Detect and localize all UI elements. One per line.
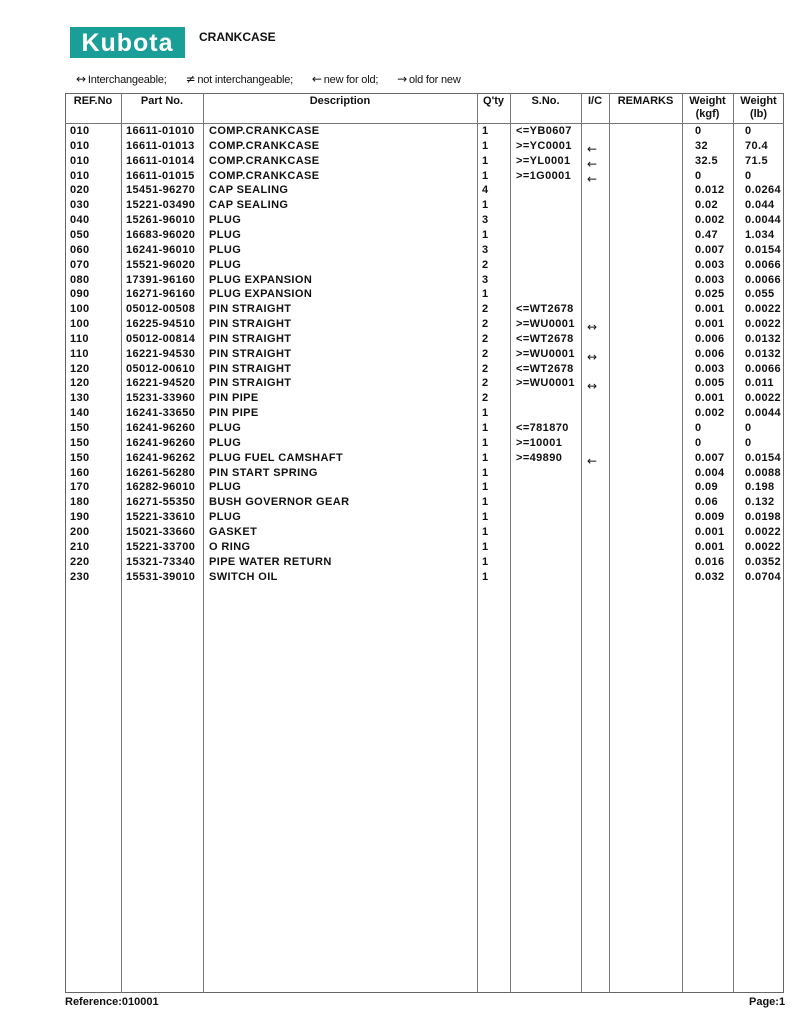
legend — [76, 72, 477, 86]
cell-kgf: 0 — [695, 169, 702, 182]
left-arrow-icon: ← — [311, 72, 322, 86]
cell-kgf: 0.001 — [695, 392, 725, 405]
cell-lb: 0.0044 — [745, 214, 782, 227]
cell-sno: >=10001 — [516, 436, 563, 449]
cell-lb: 0.0066 — [745, 362, 782, 375]
table-row — [0, 555, 800, 570]
cell-part: 16271-55350 — [126, 496, 196, 509]
cell-ref: 080 — [70, 273, 90, 286]
cell-qty: 1 — [482, 422, 489, 434]
cell-kgf: 0.47 — [695, 228, 719, 241]
cell-qty: 1 — [482, 555, 489, 568]
cell-lb: 0 — [745, 422, 752, 434]
cell-part: 16241-96010 — [126, 243, 196, 256]
cell-ref: 010 — [70, 154, 90, 167]
cell-ref: 230 — [70, 570, 90, 583]
cell-desc: CAP SEALING — [209, 199, 289, 212]
cell-part: 16611-01015 — [126, 169, 195, 182]
cell-desc: PLUG — [209, 436, 242, 449]
cell-ref: 070 — [70, 258, 90, 271]
cell-ref: 100 — [70, 303, 90, 316]
cell-desc: BUSH GOVERNOR GEAR — [209, 496, 350, 509]
cell-ref: 180 — [70, 496, 90, 509]
cell-kgf: 0 — [695, 436, 702, 449]
cell-ref: 190 — [70, 511, 90, 524]
table-row — [0, 570, 800, 585]
cell-desc: PLUG — [209, 511, 242, 524]
cell-desc: PIN STRAIGHT — [209, 332, 292, 345]
cell-kgf: 0.032 — [695, 570, 725, 583]
cell-lb: 0.0352 — [745, 555, 782, 568]
cell-desc: PLUG — [209, 422, 242, 434]
cell-kgf: 0.001 — [695, 525, 725, 538]
cell-part: 16221-94530 — [126, 347, 196, 360]
cell-desc: PLUG — [209, 481, 242, 494]
cell-part: 15321-73340 — [126, 555, 196, 568]
cell-part: 15231-33960 — [126, 392, 196, 405]
table-row — [0, 213, 800, 228]
cell-lb: 0.0022 — [745, 392, 782, 405]
cell-ref: 150 — [70, 451, 90, 464]
table-row — [0, 258, 800, 273]
cell-part: 16225-94510 — [126, 318, 196, 331]
cell-ref: 120 — [70, 362, 90, 375]
cell-lb: 0.0044 — [745, 407, 782, 420]
cell-desc: PIN PIPE — [209, 392, 259, 405]
cell-kgf: 0 — [695, 422, 702, 434]
cell-lb: 0.0022 — [745, 303, 782, 316]
cell-qty: 1 — [482, 481, 489, 494]
cell-ref: 210 — [70, 540, 90, 553]
cell-ic: ← — [587, 171, 598, 186]
cell-ref: 090 — [70, 288, 90, 301]
cell-desc: PLUG FUEL CAMSHAFT — [209, 451, 344, 464]
cell-ic: ← — [587, 141, 598, 156]
cell-ref: 060 — [70, 243, 90, 256]
cell-part: 15021-33660 — [126, 525, 196, 538]
cell-part: 16221-94520 — [126, 377, 196, 390]
cell-lb: 0.132 — [745, 496, 775, 509]
cell-ref: 220 — [70, 555, 90, 568]
cell-kgf: 32.5 — [695, 154, 719, 167]
cell-sno: >=WU0001 — [516, 318, 575, 331]
cell-kgf: 0.005 — [695, 377, 725, 390]
cell-lb: 1.034 — [745, 228, 775, 241]
cell-qty: 1 — [482, 511, 489, 524]
table-row — [0, 480, 800, 495]
cell-lb: 0.055 — [745, 288, 775, 301]
cell-qty: 1 — [482, 199, 489, 212]
cell-part: 15221-33700 — [126, 540, 196, 553]
cell-kgf: 0.002 — [695, 214, 725, 227]
cell-qty: 1 — [482, 496, 489, 509]
cell-desc: COMP.CRANKCASE — [209, 139, 320, 152]
cell-qty: 2 — [482, 258, 489, 271]
cell-lb: 0 — [745, 169, 752, 182]
cell-part: 15221-03490 — [126, 199, 196, 212]
cell-kgf: 0.09 — [695, 481, 719, 494]
cell-kgf: 0.003 — [695, 273, 725, 286]
cell-part: 16241-96260 — [126, 436, 196, 449]
cell-qty: 2 — [482, 303, 489, 316]
legend-item: ≠ not interchangeable; — [185, 72, 294, 86]
cell-ref: 170 — [70, 481, 90, 494]
cell-sno: <=WT2678 — [516, 362, 574, 375]
cell-ic: ↔ — [587, 349, 598, 364]
cell-qty: 2 — [482, 318, 489, 331]
cell-qty: 1 — [482, 466, 489, 479]
header-remarks: REMARKS — [617, 95, 674, 107]
cell-qty: 1 — [482, 125, 489, 137]
cell-desc: PIN STRAIGHT — [209, 362, 292, 375]
cell-lb: 70.4 — [745, 139, 769, 152]
cell-lb: 0.0022 — [745, 318, 782, 331]
cell-desc: PLUG EXPANSION — [209, 288, 313, 301]
cell-part: 16241-96262 — [126, 451, 196, 464]
cell-desc: PLUG EXPANSION — [209, 273, 313, 286]
cell-part: 16271-96160 — [126, 288, 196, 301]
cell-qty: 1 — [482, 570, 489, 583]
cell-desc: PIN STRAIGHT — [209, 377, 292, 390]
cell-lb: 0.0154 — [745, 243, 782, 256]
cell-ref: 020 — [70, 184, 90, 197]
cell-desc: PLUG — [209, 214, 242, 227]
footer-page: Page:1 — [749, 996, 786, 1008]
cell-lb: 0.011 — [745, 377, 774, 390]
cell-part: 05012-00508 — [126, 303, 196, 316]
cell-lb: 0.0154 — [745, 451, 782, 464]
cell-qty: 1 — [482, 451, 489, 464]
cell-kgf: 0.009 — [695, 511, 725, 524]
cell-kgf: 0.001 — [695, 303, 725, 316]
header-ref: REF.No — [73, 95, 113, 107]
cell-ref: 010 — [70, 169, 90, 182]
cell-kgf: 0.002 — [695, 407, 725, 420]
cell-ref: 160 — [70, 466, 90, 479]
legend-item: ↔ Interchangeable; — [76, 72, 167, 86]
cell-lb: 0.198 — [745, 481, 775, 494]
cell-part: 16241-96260 — [126, 422, 196, 434]
cell-kgf: 0.001 — [695, 318, 725, 331]
table-row — [0, 302, 800, 317]
cell-qty: 1 — [482, 154, 489, 167]
cell-lb: 0.0022 — [745, 525, 782, 538]
cell-lb: 0.0066 — [745, 258, 782, 271]
cell-kgf: 0.001 — [695, 540, 725, 553]
legend-item: → old for new — [397, 72, 461, 86]
cell-kgf: 0.06 — [695, 496, 719, 509]
cell-kgf: 0.006 — [695, 332, 725, 345]
cell-ref: 150 — [70, 422, 90, 434]
table-row — [0, 495, 800, 510]
cell-kgf: 0.007 — [695, 243, 725, 256]
cell-ic: ← — [587, 156, 598, 171]
cell-lb: 71.5 — [745, 154, 769, 167]
header-qty: Q'ty — [483, 95, 504, 107]
cell-desc: PLUG — [209, 228, 242, 241]
cell-part: 15521-96020 — [126, 258, 196, 271]
cell-ref: 110 — [70, 332, 89, 345]
header-sno: S.No. — [531, 95, 560, 107]
cell-sno: >=49890 — [516, 451, 563, 464]
cell-lb: 0.0704 — [745, 570, 782, 583]
cell-qty: 1 — [482, 169, 489, 182]
table-row — [0, 273, 800, 288]
cell-ref: 040 — [70, 214, 90, 227]
cell-lb: 0.0198 — [745, 511, 782, 524]
cell-sno: <=WT2678 — [516, 332, 574, 345]
table-row — [0, 287, 800, 302]
table-row — [0, 525, 800, 540]
cell-qty: 1 — [482, 228, 489, 241]
table-row — [0, 228, 800, 243]
cell-ic: ↔ — [587, 379, 598, 394]
header-weight-lb: Weight (lb) — [740, 95, 777, 120]
cell-part: 15531-39010 — [126, 570, 196, 583]
cell-ref: 120 — [70, 377, 90, 390]
cell-desc: PIN STRAIGHT — [209, 303, 292, 316]
cell-ref: 130 — [70, 392, 90, 405]
cell-part: 15451-96270 — [126, 184, 196, 197]
cell-qty: 3 — [482, 243, 489, 256]
cell-desc: GASKET — [209, 525, 258, 538]
cell-kgf: 0.016 — [695, 555, 725, 568]
cell-qty: 2 — [482, 332, 489, 345]
cell-part: 16282-96010 — [126, 481, 196, 494]
cell-part: 15261-96010 — [126, 214, 196, 227]
cell-part: 17391-96160 — [126, 273, 196, 286]
cell-qty: 2 — [482, 347, 489, 360]
header-ic: I/C — [587, 95, 603, 107]
cell-desc: PIN STRAIGHT — [209, 318, 292, 331]
cell-qty: 3 — [482, 273, 489, 286]
header-description: Description — [309, 95, 371, 107]
table-row — [0, 436, 800, 451]
table-row — [0, 124, 800, 139]
cell-kgf: 0.004 — [695, 466, 725, 479]
cell-desc: COMP.CRANKCASE — [209, 154, 320, 167]
cell-kgf: 0.012 — [695, 184, 725, 197]
cell-part: 16611-01010 — [126, 125, 195, 137]
cell-desc: COMP.CRANKCASE — [209, 125, 320, 137]
cell-desc: PLUG — [209, 243, 242, 256]
cell-kgf: 0.02 — [695, 199, 719, 212]
header-weight-kgf: Weight (kgf) — [689, 95, 726, 120]
cell-ic: ↔ — [587, 320, 598, 335]
table-row — [0, 243, 800, 258]
cell-desc: PIPE WATER RETURN — [209, 555, 332, 568]
cell-part: 16611-01013 — [126, 139, 195, 152]
cell-qty: 4 — [482, 184, 489, 197]
table-row — [0, 466, 800, 481]
cell-ref: 150 — [70, 436, 90, 449]
cell-lb: 0.0264 — [745, 184, 782, 197]
cell-qty: 1 — [482, 407, 489, 420]
cell-lb: 0.0022 — [745, 540, 782, 553]
cell-lb: 0 — [745, 436, 752, 449]
cell-kgf: 0.025 — [695, 288, 725, 301]
cell-sno: >=1G0001 — [516, 169, 572, 182]
cell-desc: CAP SEALING — [209, 184, 289, 197]
cell-lb: 0.044 — [745, 199, 775, 212]
cell-part: 16611-01014 — [126, 154, 195, 167]
cell-kgf: 32 — [695, 139, 709, 152]
table-row — [0, 317, 800, 335]
table-row — [0, 406, 800, 421]
cell-qty: 1 — [482, 288, 489, 301]
table-row — [0, 347, 800, 362]
cell-ref: 110 — [70, 347, 89, 360]
table-row — [0, 362, 800, 377]
cell-part: 05012-00610 — [126, 362, 196, 375]
cell-qty: 1 — [482, 525, 489, 538]
table-row — [0, 198, 800, 213]
cell-ref: 050 — [70, 228, 90, 241]
table-row — [0, 421, 800, 436]
cell-lb: 0.0132 — [745, 347, 782, 360]
cell-qty: 2 — [482, 362, 489, 375]
cell-ic: ← — [587, 453, 598, 468]
cell-ref: 140 — [70, 407, 90, 420]
cell-sno: <=YB0607 — [516, 125, 572, 137]
cell-lb: 0.0088 — [745, 466, 782, 479]
cell-ref: 030 — [70, 199, 90, 212]
not-equal-icon: ≠ — [185, 72, 196, 86]
table-row — [0, 391, 800, 406]
table-row — [0, 376, 800, 394]
cell-qty: 2 — [482, 377, 489, 390]
cell-sno: <=781870 — [516, 422, 569, 434]
table-row — [0, 510, 800, 525]
cell-part: 05012-00814 — [126, 332, 196, 345]
cell-desc: PIN START SPRING — [209, 466, 318, 479]
cell-part: 16241-33650 — [126, 407, 196, 420]
cell-sno: >=WU0001 — [516, 347, 575, 360]
cell-ref: 010 — [70, 125, 90, 137]
cell-part: 16261-56280 — [126, 466, 196, 479]
table-row — [0, 154, 800, 169]
cell-qty: 2 — [482, 392, 489, 405]
cell-ref: 200 — [70, 525, 90, 538]
cell-part: 16683-96020 — [126, 228, 196, 241]
table-row — [0, 169, 800, 184]
cell-qty: 1 — [482, 436, 489, 449]
kubota-logo — [70, 27, 185, 58]
cell-lb: 0.0132 — [745, 332, 782, 345]
header-part: Part No. — [140, 95, 184, 107]
table-row — [0, 451, 800, 466]
cell-desc: SWITCH OIL — [209, 570, 278, 583]
table-row — [0, 183, 800, 198]
cell-kgf: 0.006 — [695, 347, 725, 360]
logo-text: Kubota — [81, 29, 174, 57]
cell-kgf: 0.003 — [695, 258, 725, 271]
cell-sno: <=WT2678 — [516, 303, 574, 316]
table-row — [0, 332, 800, 347]
footer-reference: Reference:010001 — [65, 996, 159, 1008]
cell-desc: COMP.CRANKCASE — [209, 169, 320, 182]
cell-qty: 3 — [482, 214, 489, 227]
right-arrow-icon: → — [397, 72, 407, 86]
double-arrow-icon: ↔ — [76, 72, 86, 86]
cell-lb: 0.0066 — [745, 273, 782, 286]
table-row — [0, 540, 800, 555]
cell-kgf: 0 — [695, 125, 702, 137]
cell-sno: >=YC0001 — [516, 139, 572, 152]
cell-ref: 100 — [70, 318, 90, 331]
legend-item: ← new for old; — [311, 72, 379, 86]
cell-sno: >=WU0001 — [516, 377, 575, 390]
cell-sno: >=YL0001 — [516, 154, 571, 167]
cell-qty: 1 — [482, 540, 489, 553]
cell-part: 15221-33610 — [126, 511, 196, 524]
cell-lb: 0 — [745, 125, 752, 137]
cell-desc: PIN PIPE — [209, 407, 259, 420]
cell-ref: 010 — [70, 139, 90, 152]
page-title: CRANKCASE — [199, 30, 276, 44]
cell-desc: PIN STRAIGHT — [209, 347, 292, 360]
cell-desc: O RING — [209, 540, 251, 553]
cell-kgf: 0.003 — [695, 362, 725, 375]
table-row — [0, 139, 800, 154]
cell-kgf: 0.007 — [695, 451, 725, 464]
cell-desc: PLUG — [209, 258, 242, 271]
cell-qty: 1 — [482, 139, 489, 152]
